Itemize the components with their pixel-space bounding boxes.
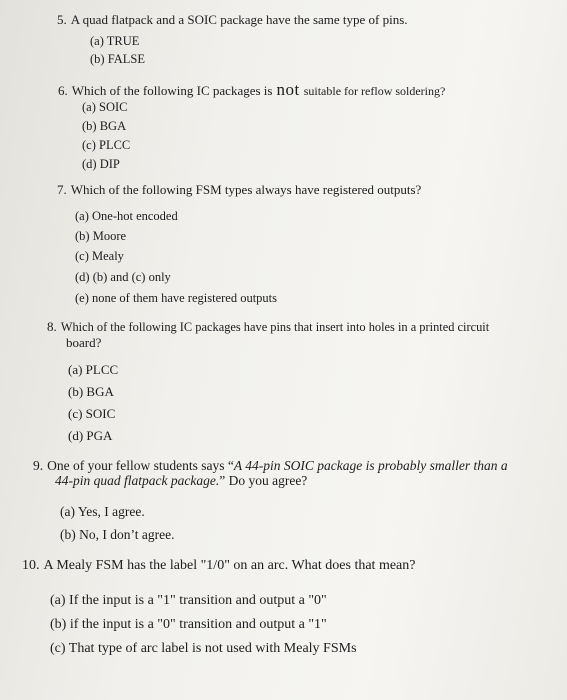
question-6 [58,80,445,100]
question-9-text-after: ” Do you agree? [219,473,308,488]
question-10-option-b[interactable]: (b) if the input is a "0" transition and output a "1" [50,617,327,632]
question-6-option-b[interactable]: (b) BGA [82,119,127,133]
question-8-text: Which of the following IC packages have pins that insert into holes in a printed circuit [60,320,490,334]
question-7-option-c[interactable]: (c) Mealy [75,249,124,263]
question-7-option-a[interactable]: (a) One-hot encoded [75,209,178,223]
question-9-option-b[interactable]: (b) No, I don’t agree. [60,527,175,542]
question-10-option-c[interactable]: (c) That type of arc label is not used with Mealy FSMs [50,641,357,656]
question-5-number: 5. [57,12,67,27]
question-5-option-b[interactable]: (b) FALSE [90,52,145,66]
question-10-option-a[interactable]: (a) If the input is a "1" transition and output a "0" [50,593,327,608]
question-6-text-after: suitable for reflow soldering? [303,84,446,98]
question-8-option-a[interactable]: (a) PLCC [68,362,119,377]
question-9-text-before: One of your fellow students says “ [47,458,234,473]
question-5 [57,11,408,29]
question-8-number: 8. [47,319,57,334]
question-5-text: A quad flatpack and a SOIC package have the same type of pins. [70,12,408,27]
question-6-option-d[interactable]: (d) DIP [82,157,120,171]
question-6-text-before: Which of the following IC packages is [71,83,273,98]
question-6-number: 6. [58,83,68,98]
question-6-option-c[interactable]: (c) PLCC [82,138,131,152]
question-8 [47,318,489,336]
question-8-option-c[interactable]: (c) SOIC [68,406,116,421]
question-6-emphasis: not [276,80,300,99]
question-9-option-a[interactable]: (a) Yes, I agree. [60,504,145,519]
question-10 [22,556,415,574]
question-8-option-d[interactable]: (d) PGA [68,428,113,443]
question-7-text: Which of the following FSM types always have registered outputs? [70,182,422,197]
question-8-text-continued: board? [66,335,102,350]
question-5-option-a[interactable]: (a) TRUE [90,34,140,48]
question-7-option-d[interactable]: (d) (b) and (c) only [75,270,171,284]
question-9-quote-line2: 44-pin quad flatpack package. [55,473,220,488]
question-9-continued [55,473,307,489]
question-10-number: 10. [22,558,40,573]
question-9-number: 9. [33,458,44,473]
question-6-option-a[interactable]: (a) SOIC [82,100,128,114]
question-10-text: A Mealy FSM has the label "1/0" on an arc. What does that mean? [43,558,416,573]
question-7-number: 7. [57,182,67,197]
question-9-quote-line1: A 44-pin SOIC package is probably smaller than a [233,458,508,473]
question-8-option-b[interactable]: (b) BGA [68,384,114,399]
question-7-option-e[interactable]: (e) none of them have registered outputs [75,291,278,305]
question-7 [57,181,421,199]
question-7-option-b[interactable]: (b) Moore [75,229,127,243]
